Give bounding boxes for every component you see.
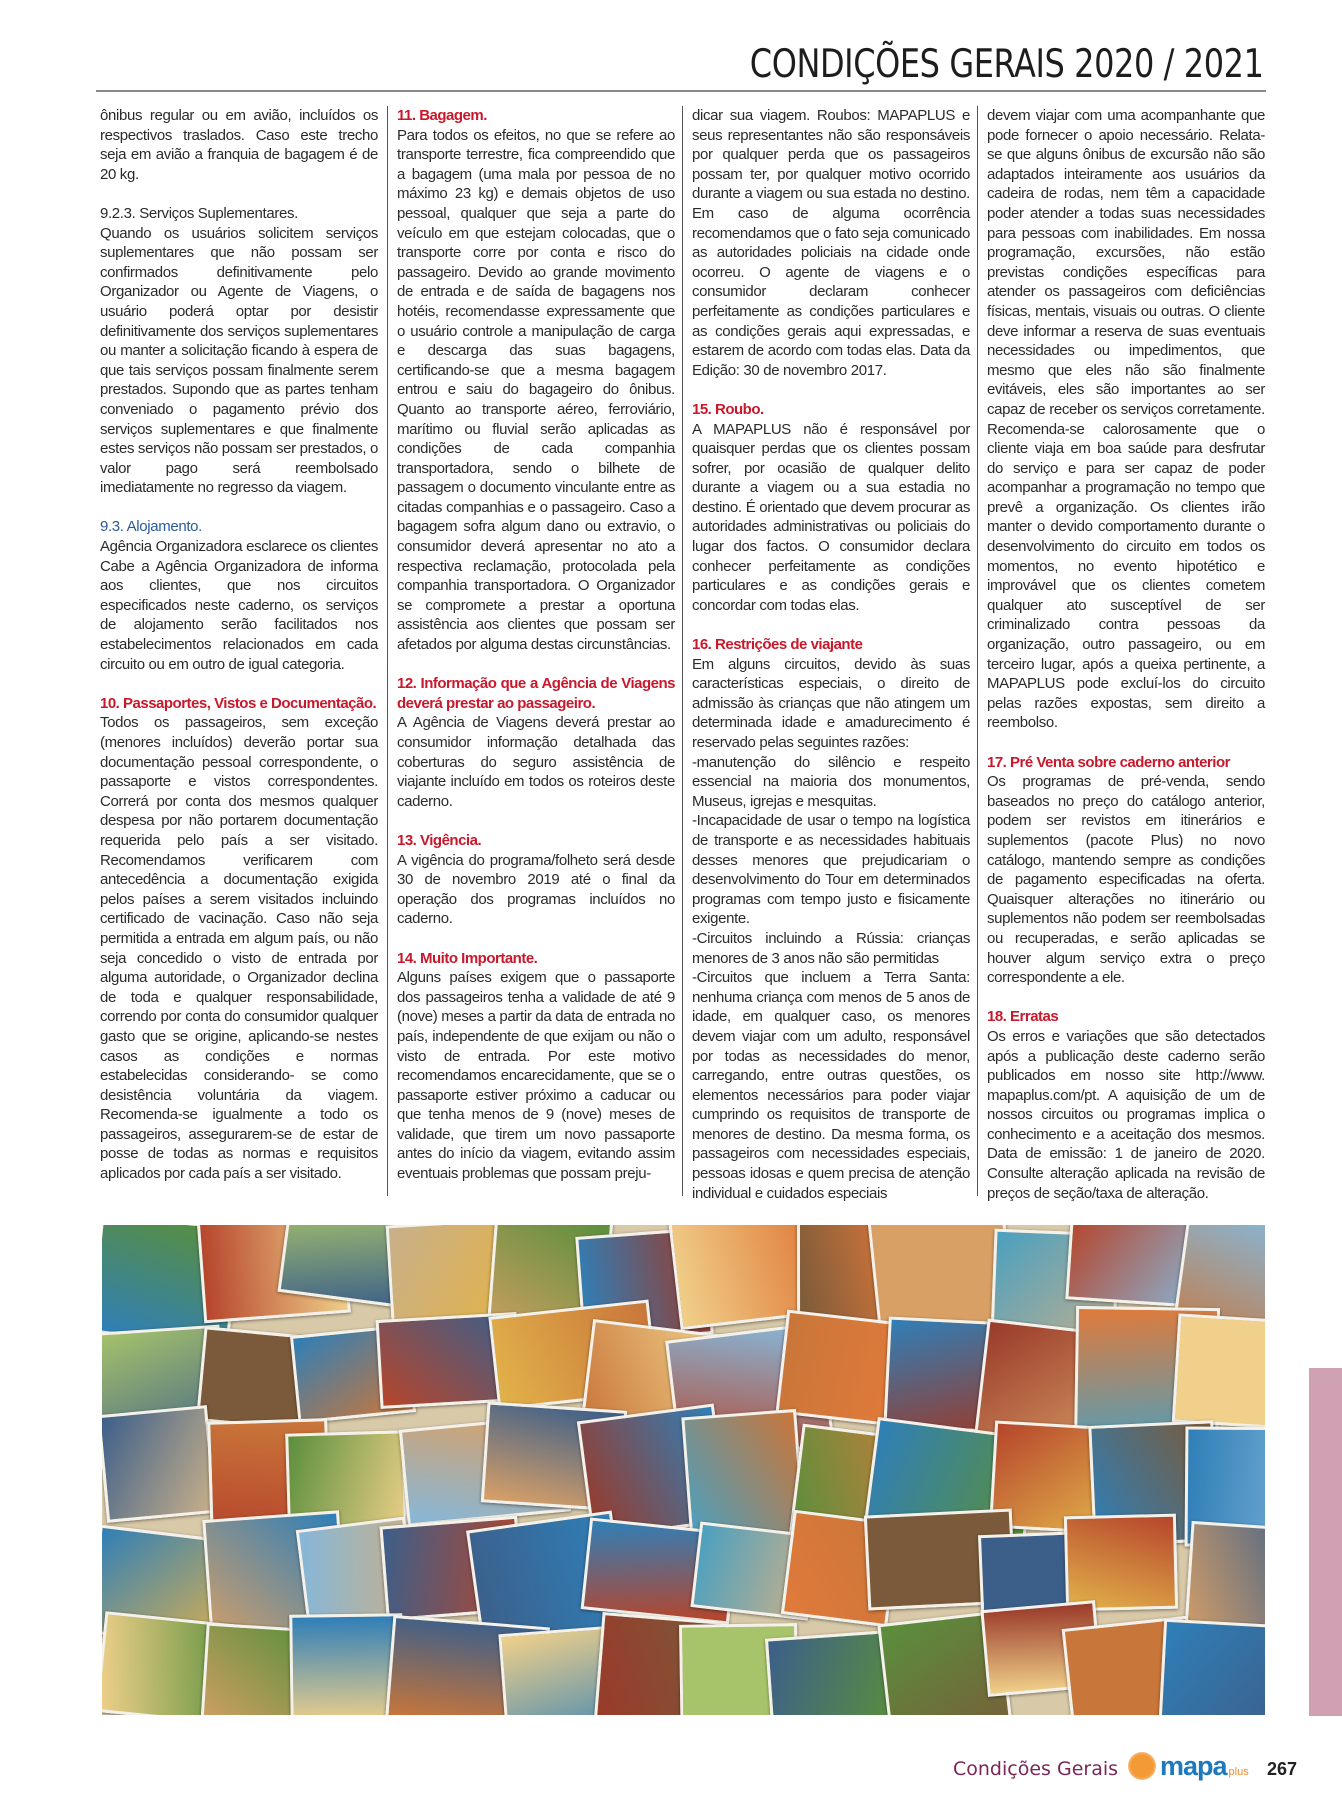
paragraph: Os programas de pré-venda, sendo baseados no preço do catálogo anterior, podem ser revistos em itinerários e suplementos (pacote Plus) no novo catálogo, mantendo sempre as condições de pagamento especificadas na oferta. Quaisquer alterações no itinerário ou suplementos não podem ser reembolsadas ou recuperadas, e serão aplicadas se houver algum serviço extra o preço correspondente a ele. [987, 773, 1265, 987]
section-heading: 9.2.3. Serviços Suplementares. [100, 204, 298, 222]
section [397, 831, 675, 929]
photo-tile [1158, 1619, 1265, 1715]
section-heading: 9.3. Alojamento. [100, 518, 202, 536]
column-divider [387, 106, 388, 1196]
paragraph: A MAPAPLUS não é responsável por quaisquer perdas que os clientes possam sofrer, por ocasião de qualquer delito durante a viagem ou a sua estadia no destino. É orientado que devem procurar as autoridades administrativas ou policiais do lugar dos factos. O consumidor declara conhecer perfeitamente as condições particulares e as condições gerais e concordar com todas elas. [692, 420, 970, 614]
page-number: 267 [1267, 1759, 1298, 1779]
paragraph: devem viajar com uma acompanhante que pode fornecer o apoio necessário. Relata-se que alguns ônibus de excursão não são adaptados inteiramente aos usuários da cadeira de rodas, nem têm a capacidade poder atender a todas suas necessidades para pessoas com inabilidades. Em nossa programação, excursões, não estão previstas condições específicas para atender os passageiros com deficiências físicas, mentais, visuais ou outras. O cliente deve informar a reserva de suas eventuais necessidades ou impedimentos, que mesmo que eles não são finalmente evitáveis, eles são importantes ao ser capaz de receber os serviços corretamente. Recomenda-se calorosamente que o cliente viaja em boa saúde para desfrutar do serviço e para ser capaz de poder acompanhar a programação no tempo que prevê a organização. Os clientes irão manter o devido comportamento durante o desenvolvimento do circuito em todos os momentos, no evento hipotético e improvável que os clientes cometem qualquer ato susceptível de ser criminalizado contra pessoas da organização, outro passageiro, ou em terceiro lugar, após a queixa pertinente, a MAPAPLUS pode excluí-los do circuito pelas razões expostas, sem direito a reembolso. [987, 107, 1265, 732]
section [987, 753, 1265, 988]
paragraph: dicar sua viagem. Roubos: MAPAPLUS e seus representantes não são responsáveis por qualquer perda que os passageiros possam ter, por qualquer motivo ocorrido durante a viagem ou sua estada no destino. Em caso de alguma ocorrência recomendamos que o fato seja comunicado as autoridades policiais na cidade onde ocorreu. O agente de viagens e o consumidor declaram conhecer perfeitamente as condições particulares e as condições gerais aqui expressadas, e estarem de acordo com todas elas. Data da Edição: 30 de novembro 2017. [692, 107, 970, 379]
paragraph: Os erros e variações que são detectados após a publicação deste caderno serão publicados em nosso site http://www. mapaplus.com/pt. A aquisição de um de nossos circuitos ou programas implica o conhecimento e a aceitação dos mesmos. Data de emissão: 1 de janeiro de 2020. Consulte alteração aplicada na revisão de preços de seção/taxa de alteração. [987, 1027, 1265, 1202]
section [100, 204, 378, 498]
footer-section-label: Condições Gerais [953, 1758, 1119, 1780]
paragraph: ônibus regular ou em avião, incluídos os respectivos traslados. Caso este trecho seja em avião a franquia de bagagem é de 20 kg. [100, 107, 378, 183]
photo-tile [102, 1405, 216, 1523]
text-column-1 [100, 106, 378, 1203]
section [100, 517, 378, 674]
section [100, 106, 378, 184]
page-title: CONDIÇÕES GERAIS 2020 / 2021 [750, 42, 1264, 87]
section-heading: 16. Restrições de viajante [692, 636, 863, 654]
paragraph: A vigência do programa/folheto será desde 30 de novembro 2019 até o final da operação dos programas incluídos no caderno. [397, 851, 675, 928]
paragraph: -manutenção do silêncio e respeito essencial na maioria dos monumentos, Museus, igrejas e mesquitas. [692, 753, 970, 810]
section-heading: 12. Informação que a Agência de Viagens deverá prestar ao passageiro. [397, 675, 675, 712]
section [692, 635, 970, 1203]
section [692, 106, 970, 380]
mapaplus-logo [1128, 1752, 1249, 1780]
section [692, 400, 970, 616]
paragraph: A Agência de Viagens deverá prestar ao consumidor informação detalhada das coberturas do seguro assistência de viajante incluído em todos os roteiros deste caderno. [397, 714, 675, 810]
side-section-tab [1309, 1368, 1342, 1716]
section-heading: 14. Muito Importante. [397, 949, 538, 967]
text-column-3 [692, 106, 970, 1223]
paragraph: -Incapacidade de usar o tempo na logística de transporte e as necessidades habituais desses menores que prejudicariam o desenvolvimento do Tour em determinados programas com tempo justo e fisicamente exigente. [692, 812, 970, 928]
section-heading: 10. Passaportes, Vistos e Documentação. [100, 694, 377, 712]
section [100, 694, 378, 1184]
header-rule [96, 90, 1266, 92]
paragraph: -Circuitos incluindo a Rússia: crianças menores de 3 anos não são permitidas [692, 929, 970, 967]
section-heading: 17. Pré Venta sobre caderno anterior [987, 753, 1230, 771]
paragraph: Alguns países exigem que o passaporte dos passageiros tenha a validade de até 9 (nove) meses a partir da data de entrada no país, independente de que exijam ou não o visto de entrada. Por este motivo recomendamos encarecidamente, que se o passaporte estiver próximo a caducar ou que tenha menos de 9 (nove) meses de validade, que tirem um novo passaporte antes do início da viagem, evitando assim eventuais problemas que possam preju- [397, 969, 675, 1183]
column-divider [682, 106, 683, 1196]
photo-tile [1064, 1513, 1178, 1610]
paragraph: Quando os usuários solicitem serviços suplementares que não possam ser confirmados definitivamente pelo Organizador ou Agente de Viagens, o usuário poderá optar por desistir definitivamente dos serviços suplementares ou manter a solicitação ficando à espera de que tais serviços possam finalmente serem prestados. Supondo que as partes tenham conveniado o pagamento prévio dos serviços suplementares e que finalmente estes serviços não possam ser prestados, o valor pago será reembolsado imediatamente no regresso da viagem. [100, 224, 378, 497]
section-heading: 18. Erratas [987, 1008, 1059, 1026]
paragraph: Todos os passageiros, sem exceção (menores incluídos) deverão portar sua documentação pessoal correspondente, o passaporte e vistos correspondentes. Correrá por conta dos mesmos qualquer despesa por não portarem documentação requerida pelo país a ser visitado. Recomendamos verificarem com antecedência a documentação exigida pelos países a serem visitados incluindo certificado de vacinação. Caso não seja permitida a entrada em algum país, ou não seja concedido o visto de entrada por alguma autoridade, o Organizador declina de toda e qualquer responsabilidade, correndo por conta do consumidor qualquer gasto que se origine, aplicando-se nestes casos as condições e normas estabelecidas considerando- se como desistência voluntária da viagem. Recomenda-se igualmente a todo os passageiros, assegurarem-se de estar de posse de todas as normas e requisitos aplicados por cada país a ser visitado. [100, 714, 378, 1183]
text-column-2 [397, 106, 675, 1203]
photo-tile [1172, 1314, 1265, 1433]
section [987, 1007, 1265, 1203]
section [397, 674, 675, 811]
paragraph: Para todos os efeitos, no que se refere ao transporte terrestre, fica compreendido que a bagagem (uma mala por pessoa de no máximo 23 kg) e demais objetos de uso pessoal, qualquer que seja a parte do veículo em que estejam colocadas, que o transporte corre por conta e risco do passageiro. Devido ao grande movimento de entrada e de saída de bagagens nos hotéis, recomendasse expressamente que o usuário controle a manipulação de carga e descarga das suas bagagens, certificando-se que a mesma bagagem entrou e saiu do bagageiro do ônibus. Quanto ao transporte aéreo, ferroviário, marítimo ou fluvial serão aplicadas as condições de cada companhia transportadora, sendo o bilhete de passagem o documento vinculante entre as citadas companhias e o passageiro. Caso a bagagem sofra algum dano ou extravio, o consumidor deverá apresentar no ato a respectiva reclamação, protocolada pela companhia transportadora. O Organizador se compromete a prestar a oportuna assistência aos clientes que possam ser afetados por alguma destas circunstâncias. [397, 126, 675, 654]
section [987, 106, 1265, 733]
column-divider [977, 106, 978, 1196]
section-heading: 11. Bagagem. [397, 107, 487, 124]
section-heading: 13. Vigência. [397, 831, 482, 849]
paragraph: -Circuitos que incluem a Terra Santa: nenhuma criança com menos de 5 anos de idade, em qualquer caso, os menores devem viajar com um adulto, responsável por todas as necessidades do menor, carregando, entre outras questões, os elementos necessários para poder viajar cumprindo os requisitos de transporte de menores de destino. Da mesma forma, os passageiros com necessidades especiais, pessoas idosas e quem precisa de atenção individual e cuidados especiais [692, 969, 970, 1202]
section [397, 106, 675, 655]
section-heading: 15. Roubo. [692, 400, 764, 418]
travel-photo-collage [102, 1225, 1265, 1715]
logo-brand-suffix: plus [1228, 1766, 1249, 1778]
section [397, 949, 675, 1184]
sun-logo-icon [1128, 1752, 1156, 1780]
paragraph: Em alguns circuitos, devido às suas características especiais, o direito de admissão às crianças que não atingem um determinada idade e amadurecimento é reservado pelas seguintes razões: [692, 655, 970, 751]
paragraph: Agência Organizadora esclarece os clientes Cabe a Agência Organizadora de informa aos clientes, que nos circuitos especificados neste caderno, os serviços de alojamento serão facilitados nos estabelecimentos relacionados em cada circuito ou em outro de igual categoria. [100, 538, 378, 673]
text-column-4 [987, 106, 1265, 1223]
logo-brand: mapa [1160, 1751, 1227, 1781]
